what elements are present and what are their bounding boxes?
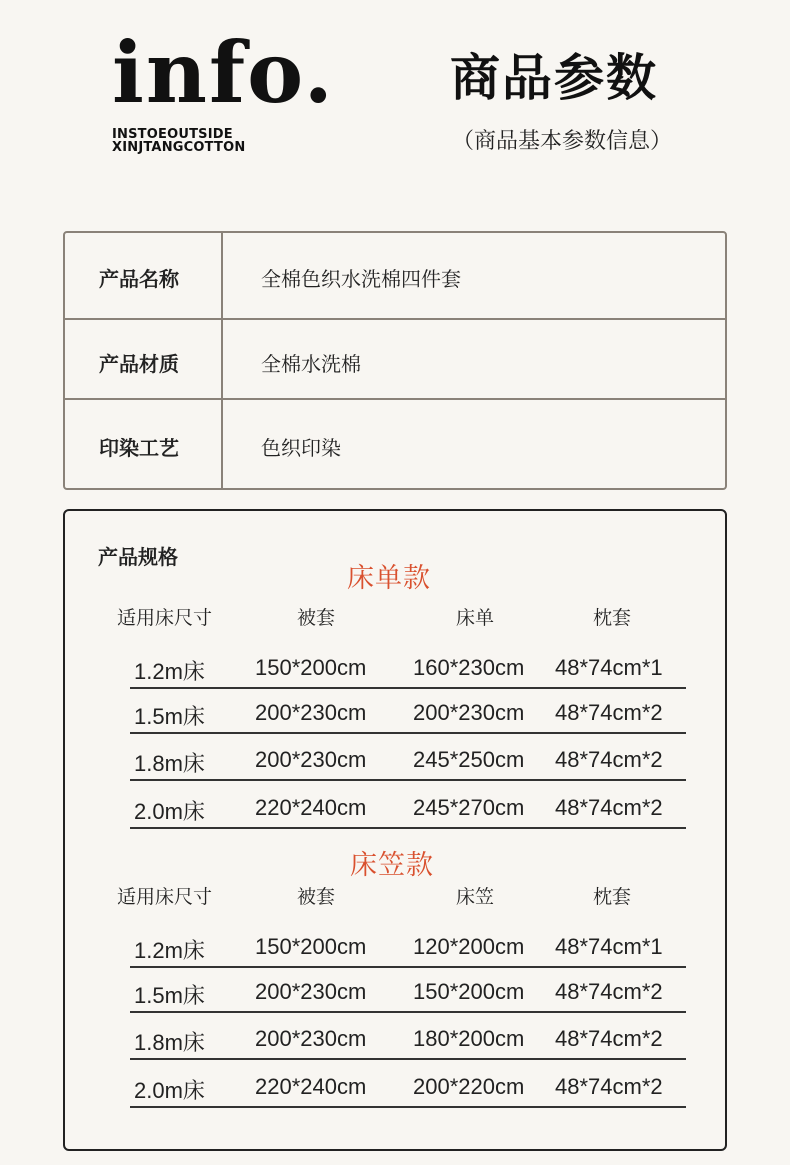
table-cell: 2.0m床 xyxy=(134,1078,205,1103)
section-title-sheet: 床单款 xyxy=(347,563,431,594)
table-cell: 150*200cm xyxy=(413,979,525,1004)
table-cell: 200*230cm xyxy=(255,1026,367,1051)
table-cell: 220*240cm xyxy=(255,795,367,820)
table-cell: 48*74cm*1 xyxy=(555,655,663,680)
table-cell: 180*200cm xyxy=(413,1026,525,1051)
table-cell: 48*74cm*2 xyxy=(555,1026,663,1051)
table-cell: 150*200cm xyxy=(255,934,367,959)
col-head-duvet: 被套 xyxy=(297,886,336,908)
row-divider xyxy=(130,1058,686,1060)
table-cell: 245*250cm xyxy=(413,747,525,772)
table-cell: 1.8m床 xyxy=(134,1030,205,1055)
row-divider xyxy=(130,687,686,689)
table-cell: 200*220cm xyxy=(413,1074,525,1099)
logo-wordmark: info. xyxy=(112,23,335,122)
info-value: 色织印染 xyxy=(261,436,341,460)
page-subtitle: （商品基本参数信息） xyxy=(452,129,673,154)
col-head-size: 适用床尺寸 xyxy=(117,607,213,629)
info-key: 产品名称 xyxy=(99,267,179,291)
table-cell: 1.2m床 xyxy=(134,938,205,963)
page-title: 商品参数 xyxy=(450,49,658,107)
col-head-size: 适用床尺寸 xyxy=(117,886,213,908)
info-row-material xyxy=(65,320,725,400)
table-cell: 120*200cm xyxy=(413,934,525,959)
table-cell: 2.0m床 xyxy=(134,799,205,824)
section-title-fitted: 床笠款 xyxy=(350,850,434,881)
info-value: 全棉水洗棉 xyxy=(261,352,361,376)
table-cell: 48*74cm*2 xyxy=(555,700,663,725)
table-cell: 220*240cm xyxy=(255,1074,367,1099)
row-divider xyxy=(130,779,686,781)
row-divider xyxy=(130,1011,686,1013)
table-cell: 200*230cm xyxy=(413,700,525,725)
table-cell: 245*270cm xyxy=(413,795,525,820)
col-head-sheet: 床单 xyxy=(456,607,495,629)
col-head-pillow: 枕套 xyxy=(593,886,632,908)
logo-tagline-2: XINJTANGCOTTON xyxy=(112,140,246,155)
col-head-duvet: 被套 xyxy=(297,607,336,629)
table-cell: 150*200cm xyxy=(255,655,367,680)
info-table xyxy=(63,231,727,490)
info-row-process xyxy=(65,400,725,488)
table-cell: 160*230cm xyxy=(413,655,525,680)
table-cell: 48*74cm*2 xyxy=(555,979,663,1004)
table-cell: 200*230cm xyxy=(255,979,367,1004)
table-cell: 48*74cm*1 xyxy=(555,934,663,959)
table-cell: 48*74cm*2 xyxy=(555,747,663,772)
brand-logo xyxy=(112,23,342,158)
table-cell: 1.2m床 xyxy=(134,659,205,684)
logo-tagline-1: INSTOEOUTSIDE xyxy=(112,127,233,142)
table-cell: 48*74cm*2 xyxy=(555,1074,663,1099)
col-head-pillow: 枕套 xyxy=(593,607,632,629)
col-head-fitted: 床笠 xyxy=(456,886,495,908)
row-divider xyxy=(130,732,686,734)
info-row-name xyxy=(65,233,725,320)
info-value: 全棉色织水洗棉四件套 xyxy=(261,267,461,291)
row-divider xyxy=(130,827,686,829)
table-cell: 200*230cm xyxy=(255,700,367,725)
row-divider xyxy=(130,966,686,968)
table-cell: 1.5m床 xyxy=(134,983,205,1008)
table-cell: 200*230cm xyxy=(255,747,367,772)
info-key: 印染工艺 xyxy=(99,436,179,460)
table-cell: 1.8m床 xyxy=(134,751,205,776)
table-cell: 1.5m床 xyxy=(134,704,205,729)
row-divider xyxy=(130,1106,686,1108)
spec-heading: 产品规格 xyxy=(98,545,178,569)
table-cell: 48*74cm*2 xyxy=(555,795,663,820)
info-key: 产品材质 xyxy=(99,352,179,376)
